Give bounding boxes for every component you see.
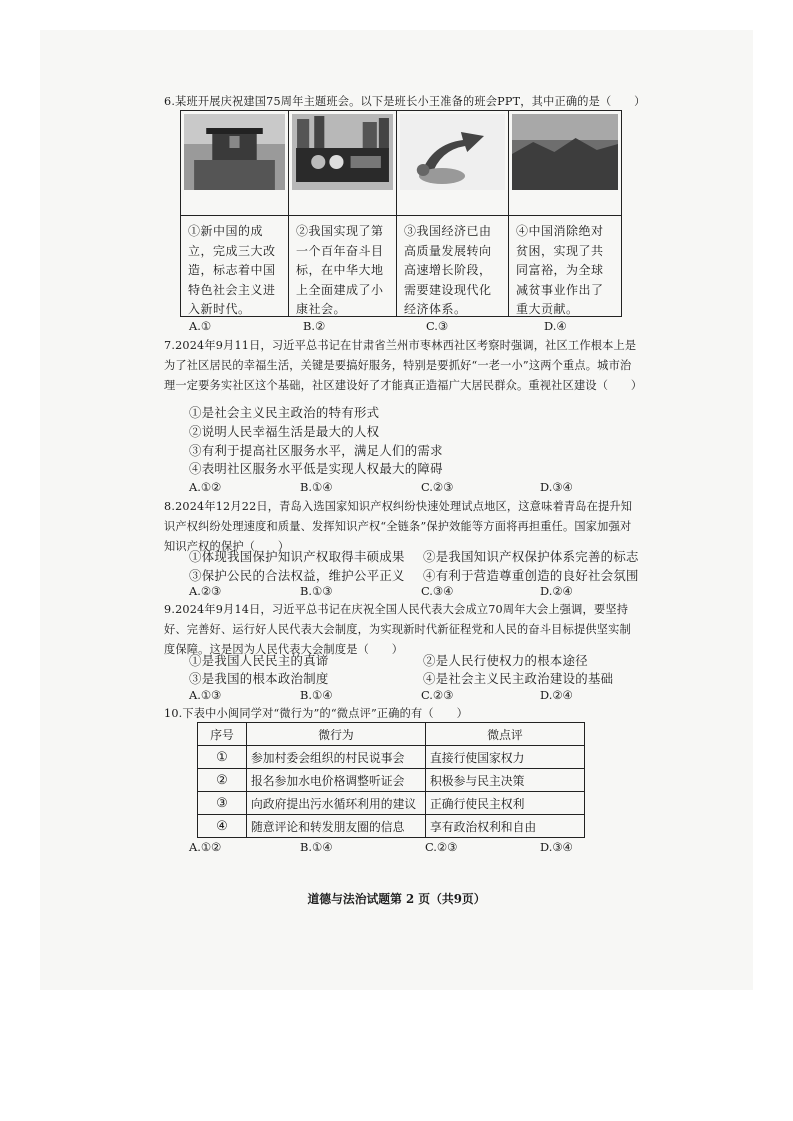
row-action: 随意评论和转发朋友圈的信息 (247, 815, 426, 838)
header-index: 序号 (198, 723, 247, 746)
row-action: 向政府提出污水循环利用的建议 (247, 792, 426, 815)
page-footer: 道德与法治试题第 2 页（共9页） (307, 892, 486, 906)
question-6-stem: 6.某班开展庆祝建国75周年主题班会。以下是班长小王准备的班会PPT，其中正确的是（ ） (164, 95, 646, 108)
question-8-stem: 8.2024年12月22日，青岛入选国家知识产权纠纷快速处理试点地区，这意味着青岛在提升知识产权纠纷处理速度和质量、发挥知识产权“全链条”保护效能等方面将再担重任。国家加强对知识产权的保护（ ） (164, 500, 633, 553)
q8-option-d: D.②④ (540, 584, 573, 598)
question-6-table (180, 110, 622, 317)
row-action: 报名参加水电价格调整听证会 (247, 769, 426, 792)
q8-choice-4: ④有利于营造尊重创造的良好社会氛围 (423, 568, 639, 583)
row-number: ④ (216, 818, 228, 834)
q9-choice-2: ②是人民行使权力的根本途径 (423, 653, 588, 668)
table-row (198, 746, 585, 769)
q8-option-a: A.②③ (189, 584, 222, 598)
q6-card-3-text: ③我国经济已由高质量发展转向高速增长阶段，需要建设现代化经济体系。 (404, 224, 492, 317)
tiananmen-photo (184, 114, 285, 190)
row-number: ② (216, 772, 228, 788)
q6-card-4-text: ④中国消除绝对贫困，实现了共同富裕，为全球减贫事业作出了重大贡献。 (516, 224, 604, 317)
q9-option-c: C.②③ (421, 688, 454, 702)
q10-option-c: C.②③ (425, 840, 458, 854)
q6-card-4 (509, 111, 621, 316)
q6-card-2-text: ②我国实现了第一个百年奋斗目标，在中华大地上全面建成了小康社会。 (296, 224, 384, 317)
row-action: 参加村委会组织的村民说事会 (247, 746, 426, 769)
q9-option-d: D.②④ (540, 688, 573, 702)
q6-card-1 (181, 111, 289, 316)
q7-choice-3: ③有利于提高社区服务水平，满足人们的需求 (189, 443, 443, 458)
q9-choice-4: ④是社会主义民主政治建设的基础 (423, 671, 614, 686)
table-row (198, 815, 585, 838)
q10-option-d: D.③④ (540, 840, 573, 854)
q6-option-c: C.③ (426, 319, 449, 333)
row-number: ③ (216, 795, 228, 811)
q7-choice-4: ④表明社区服务水平低是实现人权最大的障碍 (189, 461, 443, 476)
header-action: 微行为 (247, 723, 426, 746)
table-row (198, 769, 585, 792)
row-number: ① (216, 749, 228, 765)
q10-option-a: A.①② (189, 840, 222, 854)
q9-option-b: B.①④ (300, 688, 333, 702)
poverty-miracle-photo (512, 114, 618, 190)
question-7-stem: 7.2024年9月11日，习近平总书记在甘肃省兰州市枣林西社区考察时强调，社区工作根本上是为了社区居民的幸福生活，关键是要搞好服务，特别是要抓好“一老一小”这两个重点。城市治理一定要务实社区这个基础，社区建设好了才能真正造福广大居民群众。重视社区建设（ ） (164, 339, 643, 392)
table-header-row (198, 723, 585, 746)
row-comment: 积极参与民主决策 (426, 769, 585, 792)
q6-card-2 (289, 111, 397, 316)
q7-choice-2: ②说明人民幸福生活是最大的人权 (189, 424, 380, 439)
q8-choice-2: ②是我国知识产权保护体系完善的标志 (423, 549, 639, 564)
q8-choice-1: ①体现我国保护知识产权取得丰硕成果 (189, 549, 405, 564)
city-billboard-photo (292, 114, 393, 190)
q6-card-3 (397, 111, 509, 316)
q10-option-b: B.①④ (300, 840, 333, 854)
q9-option-a: A.①③ (189, 688, 222, 702)
question-10-stem: 10.下表中小闽同学对“微行为”的“微点评”正确的有（ ） (164, 707, 468, 720)
q8-choice-3: ③保护公民的合法权益，维护公平正义 (189, 568, 405, 583)
economy-arrow-graphic (400, 114, 505, 190)
q9-choice-1: ①是我国人民民主的真谛 (189, 653, 329, 668)
row-comment: 直接行使国家权力 (426, 746, 585, 769)
table-row (198, 792, 585, 815)
question-10-table (197, 722, 585, 838)
q6-option-b: B.② (303, 319, 326, 333)
q7-option-a: A.①② (189, 480, 222, 494)
q7-choice-1: ①是社会主义民主政治的特有形式 (189, 405, 380, 420)
question-9-stem: 9.2024年9月14日，习近平总书记在庆祝全国人民代表大会成立70周年大会上强调，要坚持好、完善好、运行好人民代表大会制度，为实现新时代新征程党和人民的奋斗目标提供坚实制度保障。这是因为人民代表大会制度是（ ） (164, 603, 631, 656)
q7-option-d: D.③④ (540, 480, 573, 494)
q6-option-a: A.① (189, 319, 212, 333)
q6-option-d: D.④ (544, 319, 567, 333)
q9-choice-3: ③是我国的根本政治制度 (189, 671, 329, 686)
q8-option-c: C.③④ (421, 584, 454, 598)
q6-card-1-text: ①新中国的成立，完成三大改造，标志着中国特色社会主义进入新时代。 (188, 224, 276, 317)
q8-option-b: B.①③ (300, 584, 333, 598)
q7-option-b: B.①④ (300, 480, 333, 494)
row-comment: 正确行使民主权利 (426, 792, 585, 815)
row-comment: 享有政治权利和自由 (426, 815, 585, 838)
header-comment: 微点评 (426, 723, 585, 746)
q7-option-c: C.②③ (421, 480, 454, 494)
